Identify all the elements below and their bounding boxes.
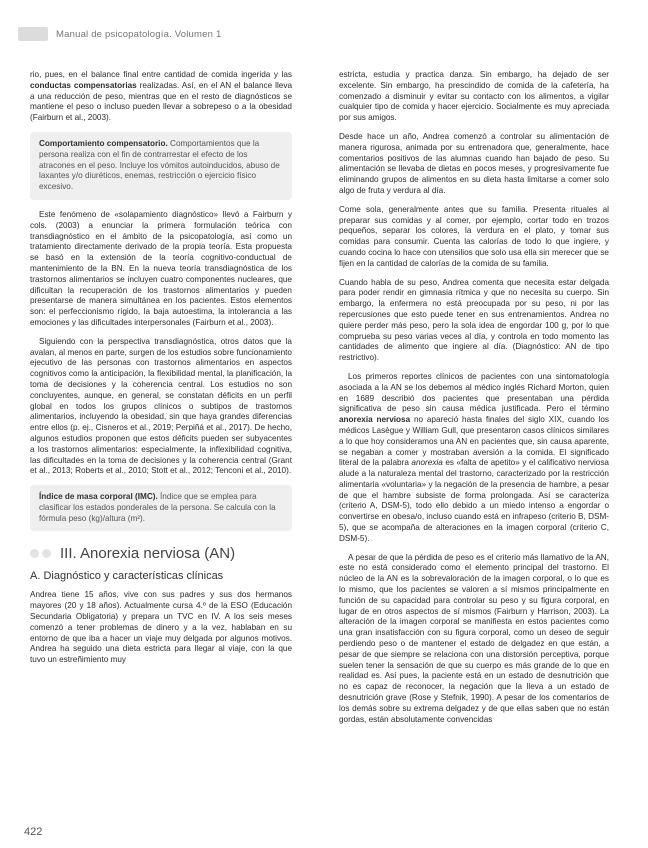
page-number: 422 — [24, 826, 43, 838]
case-vignette-continued: estricta, estudia y practica danza. Sin embargo, ha dejado de ser excelente. Sin embargo, ha prescindido de comida de la cafetería, ha comenzado a disminuir y evitar su contacto con los alimentos, a vigilar cualquier tipo de comida y hacer ejercicio. Socialmente es muy apreciada por sus amigos. — [339, 70, 609, 123]
section-heading — [30, 545, 292, 562]
running-head-title: Manual de psicopatología. Volumen 1 — [56, 28, 222, 40]
left-column — [30, 70, 292, 674]
case-vignette-weight: Cuando habla de su peso, Andrea comenta que necesita estar delgada para poder rendir en gimnasia rítmica y que no necesita su cuerpo. Sin embargo, la enfermera no está preocupada por su peso, ni por las repercusiones que esto puede tener en sus entrenamientos. Andrea no quiere perder más peso, pero la sola idea de engordar 100 g, por lo que comprueba su peso varias veces al día, y controla en todo momento las cantidades de alimento que ingiere al día. (Diagnóstico: AN de tipo restrictivo). — [339, 277, 609, 363]
paragraph-transdiagnostic: Este fenómeno de «solapamiento diagnóstico» llevó a Fairburn y cols. (2003) a enunciar la primera formulación teórica con transdiagnóstico en el ámbito de la psicopatología, así como un tratamiento directamente derivado de la propia teoría. Esta propuesta se basó en la extensión de la teoría cognitivo-conductual de mantenimiento de la BN. En la nueva teoría transdiagnóstica de los trastornos alimentarios se incluyen cuatro componentes nucleares, que dificultan la recuperación de los trastornos alimentarios y pueden presentarse de manera simultánea en los pacientes. Estos elementos son: el perfeccionismo rígido, la baja autoestima, la intolerancia a las emociones y las dificultades interpersonales (Fairburn et al., 2003). — [30, 209, 292, 327]
definition-term: Índice de masa corporal (IMC). — [39, 492, 158, 502]
paragraph-body-image: A pesar de que la pérdida de peso es el criterio más llamativo de la AN, este no está considerado como el elemento principal del trastorno. El núcleo de la AN es la sobrevaloración de la imagen corporal, o lo que es lo mismo, que los pacientes se valoren a sí mismos principalmente en función de su capacidad para controlar su peso y su figura corporal, en lugar de en otros aspectos de sí mismos (Fairburn y Harrison, 2003). La alteración de la imagen corporal se manifiesta en estos pacientes como una gran insatisfacción con su figura corporal, como un deseo de seguir perdiendo peso o de mantener el estado de delgadez en que están, a pesar de que siempre se relaciona con una distorsión perceptiva, porque suelen tener la sensación de que su cuerpo es más grande de lo que en realidad es. Así pues, la paciente está en un estado de desnutrición que no es capaz de reconocer, la negación que la lleva a un estado de desnutrición grave (Rose y Stefnik, 1990). A pesar de los comentarios de los demás sobre su extrema delgadez y de que ellas saben que no están gordas, están absolutamente convencidas — [339, 552, 609, 724]
definition-term: Comportamiento compensatorio. — [39, 138, 168, 148]
section-bullet-dots — [30, 549, 54, 558]
subsection-title: A. Diagnóstico y características clínicas — [30, 570, 224, 583]
definition-box-bmi — [30, 485, 292, 531]
running-head — [18, 26, 221, 42]
case-vignette-start: Andrea tiene 15 años, vive con sus padres y sus dos hermanos mayores (20 y 18 años). Actualmente cursa 4.º de la ESO (Educación Secundaria Obligatoria) y prepara un TVC en IV. A los seis meses comenzó a tener problemas de dinero y a la vez, hablaban en su entorno de que iba a hacer un viaje muy delgada por algunos motivos. Andrea ha seguido una dieta estricta para llegar al viaje, con la que tuvo un estreñimiento muy — [30, 590, 292, 665]
paragraph-executive-function: Siguiendo con la perspectiva transdiagnóstica, otros datos que la avalan, al menos en parte, surgen de los estudios sobre funcionamiento ejecutivo de las personas con trastornos alimentarios en aspectos cognitivos como la anticipación, la flexibilidad mental, la planificación, la toma de decisiones y la coherencia central. Los estudios no son concluyentes, aunque, en general, se constatan déficits en un perfil global en todos los grupos clínicos o subtipos de trastornos alimentarios, incluyendo la obesidad, sin que haya grandes diferencias entre ellos (p. ej., Cisneros et al., 2019; Perpiñá et al., 2017). De hecho, algunos estudios proponen que estos déficits pueden ser subyacentes a los trastornos alimentarios: especialmente, la inflexibilidad cognitiva, las dificultades en la toma de decisiones y la coherencia central (Grant et al., 2013; Roberts et al., 2010; Stott et al., 2012; Tenconi et al., 2010). — [30, 336, 292, 476]
definition-text: Índice que se emplea para clasificar los estados ponderales de la persona. Se calcula con la fórmula peso (kg)/altura (m²). — [39, 492, 276, 523]
chapter-marker — [18, 27, 48, 41]
case-vignette-rituals: Come sola, generalmente antes que su familia. Presenta rituales al preparar sus comidas y al comer, por ejemplo, cortar todo en trozos pequeños, separar los colores, la verdura en el plato, y tomar sus comidas para consumir. Cuenta las calorías de todo lo que ingiere, y cuando cocina lo hace con utensilios que solo usa ella sin merecer que se fijen en la cantidad de calorías de la comida de su familia. — [339, 204, 609, 268]
term-compensatory-behaviors: conductas compensatorias — [30, 80, 137, 90]
definition-text: Comportamientos que la persona realiza con el fin de contrarrestar el efecto de los atracones en el peso. Incluye los vómitos autoinducidos, abuso de laxantes y/o diuréticos, enemas, restricción o ejercicio físico excesivo. — [39, 138, 280, 192]
section-title: III. Anorexia nerviosa (AN) — [60, 545, 236, 563]
case-vignette-diet: Desde hace un año, Andrea comenzó a controlar su alimentación de manera rigurosa, animada por su entrenadora que, generalmente, hace comentarios positivos de las alumnas cuando han bajado de peso. Su alimentación se llevaba de dietas en pocos meses, y progresivamente fue eliminando grupos de alimentos en su dieta hasta limitarse a comer solo algo de fruta y verdura al día. — [339, 131, 609, 195]
definition-box-compensatory — [30, 132, 292, 200]
paragraph-balance: rio, pues, en el balance final entre cantidad de comida ingerida y las conductas compensatorias realizadas. Así, en el AN el balance lleva a una reducción de peso, mientras que en el resto de diagnósticos se mantiene el peso o incluso pueden llevar a sobrepeso o a la obesidad (Fairburn et al., 2003). — [30, 70, 292, 123]
term-anorexia-nerviosa: anorexia nerviosa — [339, 415, 411, 425]
paragraph-history: Los primeros reportes clínicos de pacientes con una sintomatología asociada a la AN se los debemos al médico inglés Richard Morton, quien en 1689 describió dos pacientes que presentaban una pérdida significativa de peso sin causa médica justificada. Pero el término anorexia nerviosa no apareció hasta finales del siglo XIX, cuando los médicos Lasègue y William Gull, que presentaron casos clínicos similares a lo que hoy consideramos una AN en pacientes que, sin causa aparente, se negaban a comer y mostraban aversión a la comida. El significado literal de la palabra anorexia es «falta de apetito» y el calificativo nerviosa alude a la naturaleza mental del trastorno, caracterizado por la restricción alimentaria «voluntaria» y la negación de la presencia de hambre, a pesar de que el hambre subsiste de forma prolongada. Así se caracteriza (criterio A, DSM-5), todo ello debido a un miedo intenso a engordar o convertirse en obesa/o, incluso cuando está en infrapeso (criterio B, DSM-5), que se acompaña de alteraciones en la imagen corporal (criterio C, DSM-5). — [339, 371, 610, 543]
term-anorexia: anorexia — [411, 458, 443, 468]
right-column — [339, 70, 609, 733]
